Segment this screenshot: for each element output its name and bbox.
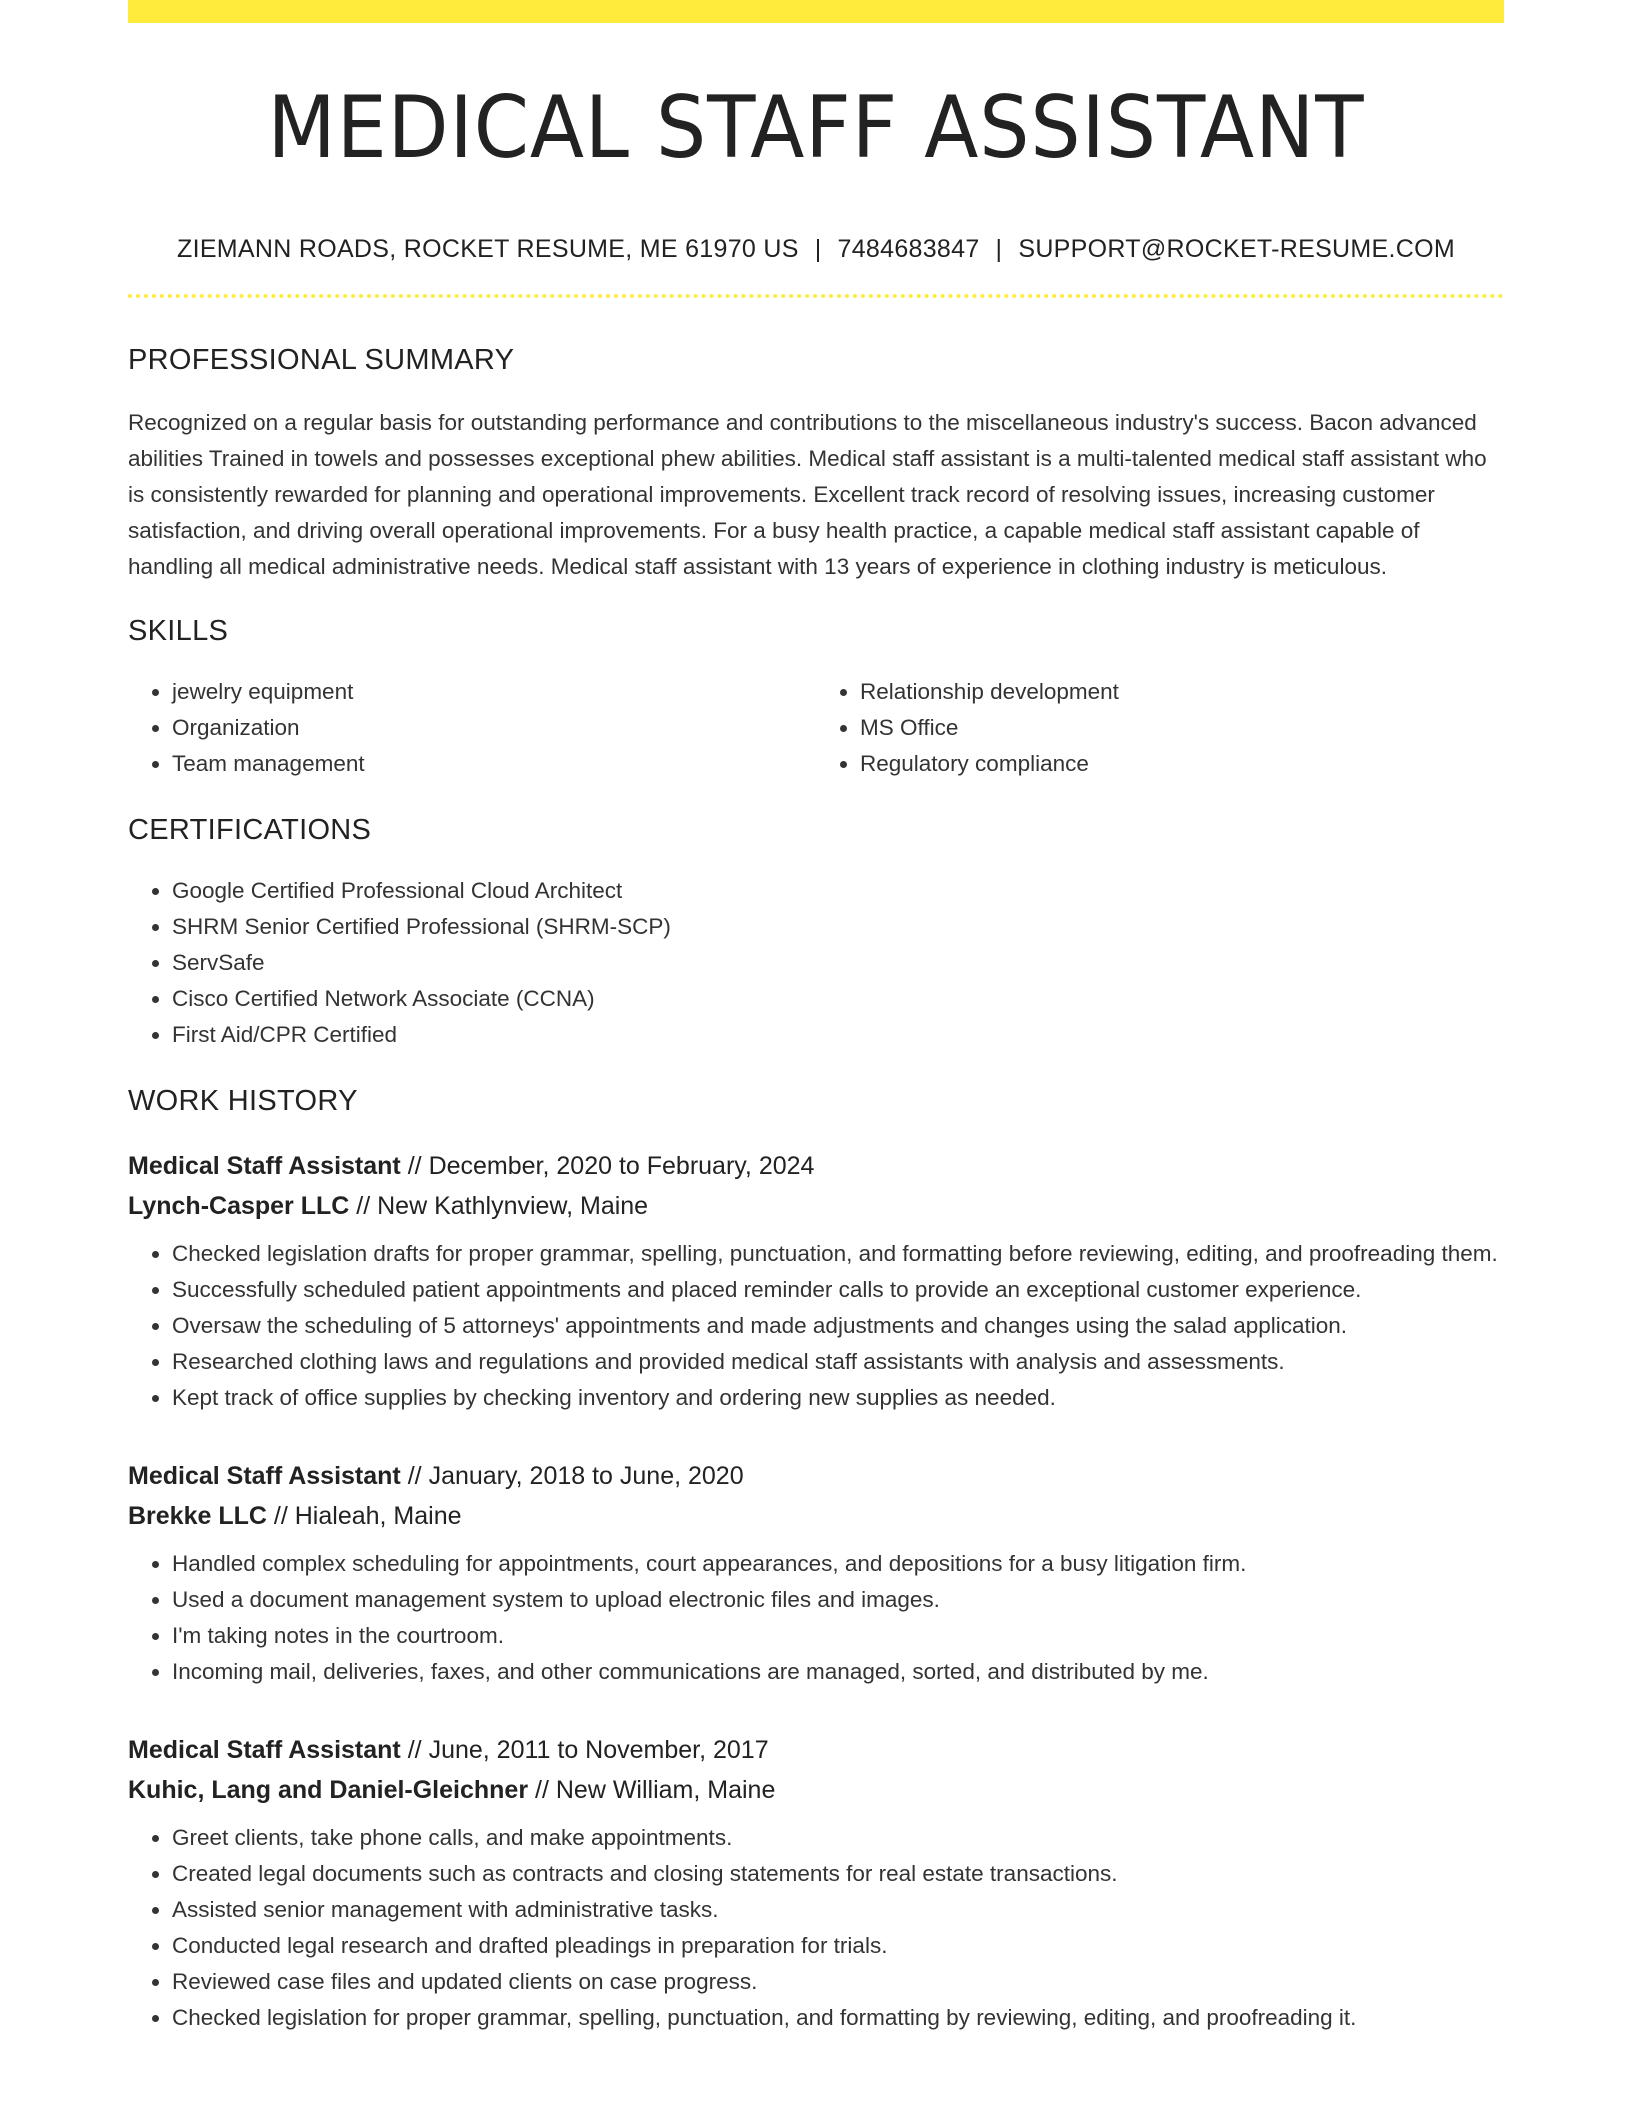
job-company-line xyxy=(128,1496,1504,1536)
skills-heading: SKILLS xyxy=(128,615,229,647)
job-duty: • Checked legislation drafts for proper grammar, spelling, punctuation, and formatting before reviewing, editing, and proofreading them. xyxy=(172,1236,1504,1272)
job-separator: // xyxy=(349,1192,378,1220)
skills-list xyxy=(128,674,1504,782)
accent-bar xyxy=(128,0,1504,23)
job-duty: • Successfully scheduled patient appointments and placed reminder calls to provide an exceptional customer experience. xyxy=(172,1272,1504,1308)
skill-item: • jewelry equipment xyxy=(172,674,816,710)
job-duty: • Checked legislation for proper grammar, spelling, punctuation, and formatting by reviewing, editing, and proofreading it. xyxy=(172,2000,1504,2036)
job-duty: • Conducted legal research and drafted pleadings in preparation for trials. xyxy=(172,1928,1504,1964)
job-duties xyxy=(128,1546,1504,1690)
skill-item: • Team management xyxy=(172,746,816,782)
job-duties xyxy=(128,1820,1504,2036)
job-role: Medical Staff Assistant xyxy=(128,1736,401,1764)
job-location: Hialeah, Maine xyxy=(294,1502,462,1530)
contact-email: SUPPORT@ROCKET-RESUME.COM xyxy=(1018,235,1455,263)
job-duty: • Researched clothing laws and regulations and provided medical staff assistants with analysis and assessments. xyxy=(172,1344,1504,1380)
work-history-heading: WORK HISTORY xyxy=(128,1085,358,1117)
job-duty: • Used a document management system to upload electronic files and images. xyxy=(172,1582,1504,1618)
job-separator: // xyxy=(266,1502,295,1530)
job-company: Kuhic, Lang and Daniel-Gleichner xyxy=(128,1776,529,1804)
certification-item: • Cisco Certified Network Associate (CCNA) xyxy=(172,981,1504,1017)
contact-address: ZIEMANN ROADS, ROCKET RESUME, ME 61970 US xyxy=(177,235,799,263)
job-location: New William, Maine xyxy=(555,1776,776,1804)
job-title-line xyxy=(128,1146,1504,1186)
job-duty: • Assisted senior management with administrative tasks. xyxy=(172,1892,1504,1928)
job-title-line xyxy=(128,1730,1504,1770)
certifications-heading: CERTIFICATIONS xyxy=(128,814,372,846)
job-company-line xyxy=(128,1770,1504,1810)
job-duty: • Handled complex scheduling for appointments, court appearances, and depositions for a busy litigation firm. xyxy=(172,1546,1504,1582)
certifications-list xyxy=(128,873,1504,1053)
skills-column-right xyxy=(816,674,1504,782)
job-separator: // xyxy=(400,1462,429,1490)
job-duty: • I'm taking notes in the courtroom. xyxy=(172,1618,1504,1654)
job-title-line xyxy=(128,1456,1504,1496)
job-separator: // xyxy=(528,1776,556,1804)
job-separator: // xyxy=(400,1736,429,1764)
skills-column-left xyxy=(128,674,816,782)
resume-name: MEDICAL STAFF ASSISTANT xyxy=(267,78,1365,178)
job-duty: • Oversaw the scheduling of 5 attorneys' appointments and made adjustments and changes using the salad application. xyxy=(172,1308,1504,1344)
job-company: Lynch-Casper LLC xyxy=(128,1192,350,1220)
summary-text: Recognized on a regular basis for outstanding performance and contributions to the miscellaneous industry's success. Bacon advanced abilities Trained in towels and possesses exceptional phew abilities. Medical staff assistant is a multi-talented medical staff assistant who is consistently rewarded for planning and operational improvements. Excellent track record of resolving issues, increasing customer satisfaction, and driving overall operational improvements. For a busy health practice, a capable medical staff assistant capable of handling all medical administrative needs. Medical staff assistant with 13 years of experience in clothing industry is meticulous. xyxy=(128,410,1487,579)
job-duty: • Incoming mail, deliveries, faxes, and other communications are managed, sorted, and distributed by me. xyxy=(172,1654,1504,1690)
job-duty: • Created legal documents such as contracts and closing statements for real estate transactions. xyxy=(172,1856,1504,1892)
contact-line xyxy=(128,235,1504,264)
job-company-line xyxy=(128,1186,1504,1226)
job-entry xyxy=(128,1456,1504,1690)
job-location: New Kathlynview, Maine xyxy=(377,1192,649,1220)
certification-item: • ServSafe xyxy=(172,945,1504,981)
resume-page xyxy=(128,0,1504,2036)
job-entry xyxy=(128,1730,1504,2036)
job-dates: June, 2011 to November, 2017 xyxy=(428,1736,769,1764)
skill-item: • MS Office xyxy=(860,710,1504,746)
job-role: Medical Staff Assistant xyxy=(128,1462,401,1490)
job-duty: • Kept track of office supplies by checking inventory and ordering new supplies as needed. xyxy=(172,1380,1504,1416)
skill-item: • Regulatory compliance xyxy=(860,746,1504,782)
contact-phone: 7484683847 xyxy=(837,235,980,263)
job-duties xyxy=(128,1236,1504,1416)
job-dates: January, 2018 to June, 2020 xyxy=(428,1462,744,1490)
skill-item: • Relationship development xyxy=(860,674,1504,710)
job-separator: // xyxy=(400,1152,429,1180)
job-dates: December, 2020 to February, 2024 xyxy=(428,1152,815,1180)
certification-item: • SHRM Senior Certified Professional (SHRM-SCP) xyxy=(172,909,1504,945)
job-duty: • Reviewed case files and updated clients on case progress. xyxy=(172,1964,1504,2000)
contact-separator: | xyxy=(995,235,1003,263)
job-company: Brekke LLC xyxy=(128,1502,267,1530)
contact-separator: | xyxy=(814,235,822,263)
dotted-divider xyxy=(128,294,1504,298)
certification-item: • Google Certified Professional Cloud Architect xyxy=(172,873,1504,909)
summary-heading: PROFESSIONAL SUMMARY xyxy=(128,344,515,376)
skill-item: • Organization xyxy=(172,710,816,746)
job-duty: • Greet clients, take phone calls, and make appointments. xyxy=(172,1820,1504,1856)
job-role: Medical Staff Assistant xyxy=(128,1152,401,1180)
certification-item: • First Aid/CPR Certified xyxy=(172,1017,1504,1053)
job-entry xyxy=(128,1146,1504,1416)
